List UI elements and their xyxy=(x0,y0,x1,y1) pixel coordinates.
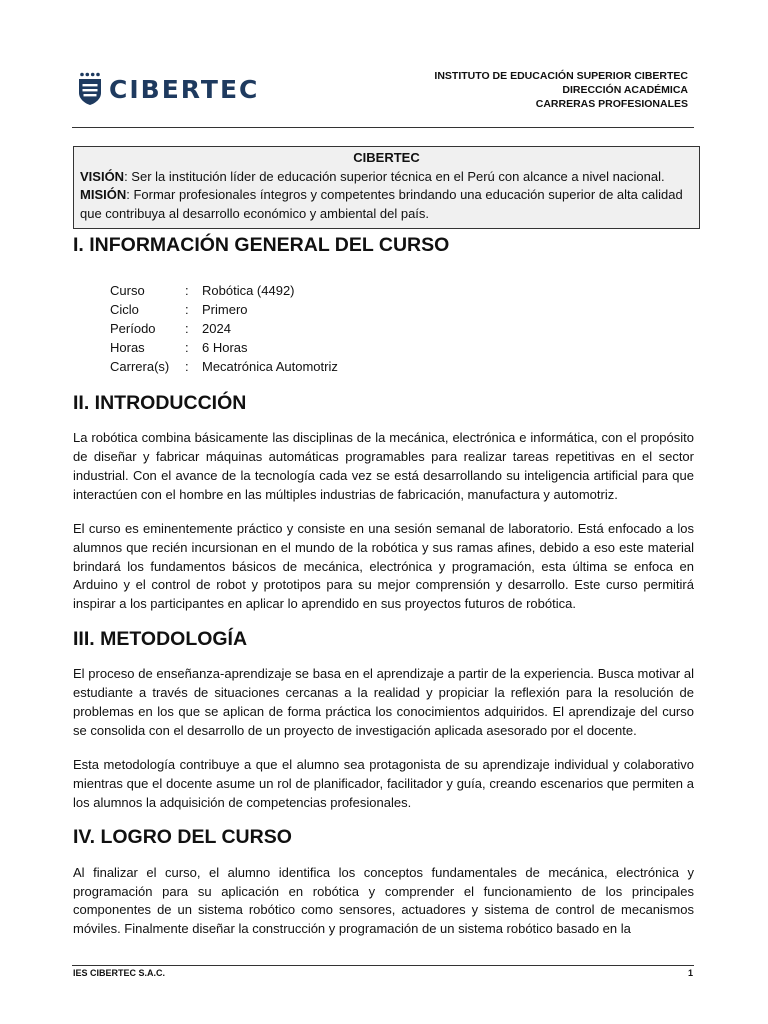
shield-icon xyxy=(78,72,102,106)
logo-text: CIBERTEC xyxy=(109,74,260,104)
info-label: Curso xyxy=(110,282,145,298)
info-separator: : xyxy=(185,301,189,317)
info-separator: : xyxy=(185,282,189,298)
intro-paragraph-2: El curso es eminentemente práctico y consiste en una sesión semanal de laboratorio. Está enfocado a los alumnos que recién incursionan en el mundo de la robótica y sus ramas afines, debido a eso este material brindará los fundamentos básicos de mecánica, electrónica y programación, esta última se enfoca en Arduino y el control de robot y prototipos para su mejor comprensión y desarrollo. Este curso permitirá inspirar a los participantes en aplicar lo aprendido en sus proyectos futuros de robótica. xyxy=(73,521,694,612)
vision-text: : Ser la institución líder de educación superior técnica en el Perú con alcance a nivel nacional. xyxy=(124,168,665,184)
info-row xyxy=(110,357,694,376)
direction-name: DIRECCIÓN ACADÉMICA xyxy=(562,84,688,96)
info-label: Horas xyxy=(110,339,145,355)
section-title-methodology: III. METODOLOGÍA xyxy=(73,627,248,650)
header-divider xyxy=(72,127,694,128)
achievement-paragraph: Al finalizar el curso, el alumno identifica los conceptos fundamentales de mecánica, electrónica y programación para su aplicación en robótica y comprender el funcionamiento de los principales componentes de un sistema robótico como sensores, actuadores y sistema de control de mecanismos móviles. Finalmente diseñar la construcción y programación de un sistema robótico basado en la xyxy=(73,865,694,937)
document-body xyxy=(73,236,694,939)
mission-text: : Formar profesionales íntegros y competentes brindando una educación superior de alta calidad que contribuya al desarrollo económico y ambiental del país. xyxy=(80,187,683,222)
box-title: CIBERTEC xyxy=(353,150,420,165)
mission-label: MISIÓN xyxy=(80,187,127,203)
info-row xyxy=(110,281,694,300)
info-value: Mecatrónica Automotriz xyxy=(202,358,338,374)
info-row xyxy=(110,300,694,319)
info-row xyxy=(110,319,694,338)
info-value: 2024 xyxy=(202,320,231,336)
section-title-general-info: I. INFORMACIÓN GENERAL DEL CURSO xyxy=(73,234,450,256)
section-title-intro: II. INTRODUCCIÓN xyxy=(73,391,247,414)
info-separator: : xyxy=(185,358,189,374)
info-row xyxy=(110,338,694,357)
careers-name: CARRERAS PROFESIONALES xyxy=(535,98,688,110)
mission-line xyxy=(80,186,693,223)
vision-line xyxy=(80,168,693,187)
cibertec-logo xyxy=(78,72,259,106)
institution-name: INSTITUTO DE EDUCACIÓN SUPERIOR CIBERTEC xyxy=(434,70,688,82)
methodology-paragraph-2: Esta metodología contribuye a que el alumno sea protagonista de su aprendizaje individual y colaborativo mientras que el docente asume un rol de planificador, facilitador y guía, creando escenarios que permiten a los alumnos la adquisición de competencias profesionales. xyxy=(73,757,694,810)
footer-company: IES CIBERTEC S.A.C. xyxy=(73,968,166,978)
info-label: Período xyxy=(110,320,156,336)
info-value: Robótica (4492) xyxy=(202,282,295,298)
institution-block xyxy=(434,69,688,111)
page-header xyxy=(0,0,768,130)
info-separator: : xyxy=(185,339,189,355)
info-value: 6 Horas xyxy=(202,339,248,355)
section-title-achievement: IV. LOGRO DEL CURSO xyxy=(73,826,292,849)
methodology-paragraph-1: El proceso de enseñanza-aprendizaje se basa en el aprendizaje a partir de la experiencia. Busca motivar al estudiante a través de situaciones cercanas a la realidad y propiciar la reflexión para la resolución de problemas en los que se aplican de forma práctica los conocimientos adquiridos. El aprendizaje del curso se consolida con el desarrollo de un proyecto de investigación aplicada asesorado por el docente. xyxy=(73,666,694,738)
vision-label: VISIÓN xyxy=(80,168,125,184)
course-info-table xyxy=(110,281,694,376)
footer-divider xyxy=(72,965,694,966)
vision-mission-box xyxy=(73,146,700,229)
page-number: 1 xyxy=(688,968,694,978)
info-value: Primero xyxy=(202,301,248,317)
info-separator: : xyxy=(185,320,189,336)
info-label: Carrera(s) xyxy=(110,358,170,374)
info-label: Ciclo xyxy=(110,301,139,317)
intro-paragraph-1: La robótica combina básicamente las disciplinas de la mecánica, electrónica e informática, con el propósito de diseñar y fabricar máquinas automáticas programables para realizar tareas repetitivas en el sector industrial. Con el avance de la tecnología cada vez se está desarrollando su inteligencia artificial para que interactúen con el hombre en las múltiples industrias de fabricación, manufactura y automotriz. xyxy=(73,430,694,502)
